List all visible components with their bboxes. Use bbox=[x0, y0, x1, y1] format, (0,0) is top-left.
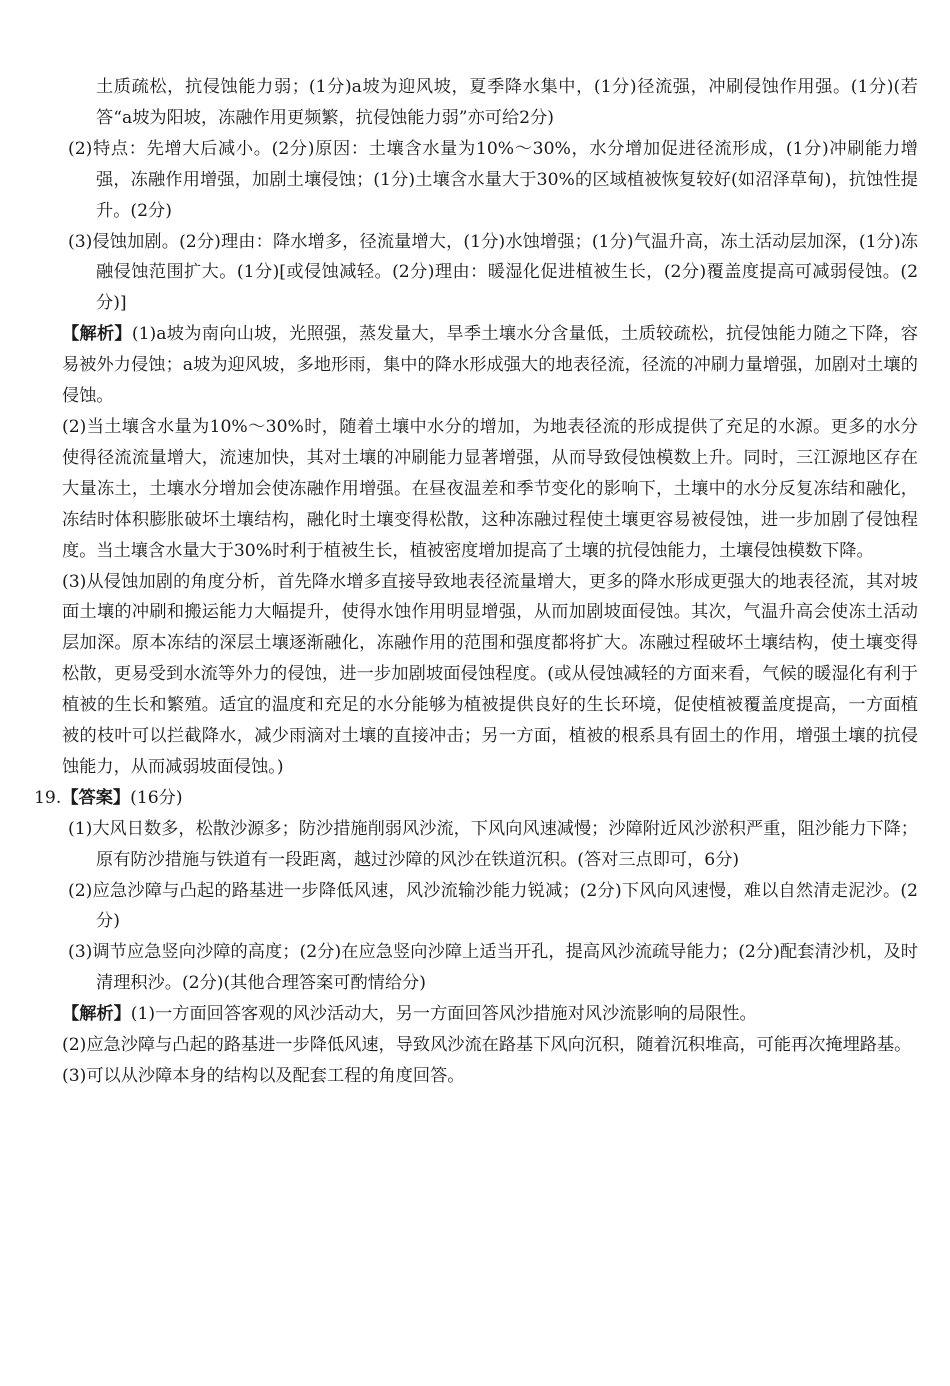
question-number: 19. bbox=[34, 787, 62, 808]
analysis-paragraph bbox=[62, 319, 918, 412]
paragraph-text: (2)特点：先增大后减小。(2分)原因：土壤含水量为10%～30%，水分增加促进径流形成，(1分)冲刷能力增强，冻融作用增强，加剧土壤侵蚀；(1分)土壤含水量大于30%的区域植被恢复较好(如沼泽草甸)，抗蚀性提升。(2分) bbox=[68, 138, 918, 221]
answer-item-3 bbox=[62, 227, 918, 320]
answer-label: 【答案】 bbox=[61, 787, 131, 808]
paragraph-text: 土质疏松，抗侵蚀能力弱；(1分)a坡为迎风坡，夏季降水集中，(1分)径流强，冲刷侵蚀作用强。(1分)(若答“a坡为阳坡，冻融作用更频繁，抗侵蚀能力弱”亦可给2分) bbox=[96, 77, 918, 128]
analysis-paragraph bbox=[62, 999, 918, 1030]
analysis-paragraph bbox=[62, 1030, 918, 1061]
paragraph-text: (2)当土壤含水量为10%～30%时，随着土壤中水分的增加，为地表径流的形成提供了充足的水源。更多的水分使得径流流量增大，流速加快，其对土壤的冲刷能力显著增强，从而导致侵蚀模数上升。同时，三江源地区存在大量冻土，土壤水分增加会使冻融作用增强。在昼夜温差和季节变化的影响下，土壤中的水分反复冻结和融化，冻结时体积膨胀破坏土壤结构，融化时土壤变得松散，这种冻融过程使土壤更容易被侵蚀，进一步加剧了侵蚀程度。当土壤含水量大于30%时利于植被生长，植被密度增加提高了土壤的抗侵蚀能力，土壤侵蚀模数下降。 bbox=[62, 416, 918, 561]
paragraph-text: (1)大风日数多，松散沙源多；防沙措施削弱风沙流，下风向风速减慢；沙障附近风沙淤积严重，阻沙能力下降；原有防沙措施与铁道有一段距离，越过沙障的风沙在铁道沉积。(答对三点即可，6分) bbox=[68, 818, 918, 870]
paragraph-text: (3)可以从沙障本身的结构以及配套工程的角度回答。 bbox=[62, 1066, 465, 1086]
paragraph-text: (3)调节应急竖向沙障的高度；(2分)在应急竖向沙障上适当开孔，提高风沙流疏导能力；(2分)配套清沙机，及时清理积沙。(2分)(其他合理答案可酌情给分) bbox=[68, 942, 918, 994]
answer-item-3 bbox=[62, 937, 918, 999]
answer-item-1 bbox=[62, 814, 918, 876]
answer-paragraph bbox=[62, 72, 918, 134]
paragraph-text: (3)从侵蚀加剧的角度分析，首先降水增多直接导致地表径流量增大，更多的降水形成更强大的地表径流，其对坡面土壤的冲刷和搬运能力大幅提升，使得水蚀作用明显增强，从而加剧坡面侵蚀。其次，气温升高会使冻土活动层加深。原本冻结的深层土壤逐渐融化，冻融作用的范围和强度都将扩大。冻融过程破坏土壤结构，使土壤变得松散，更易受到水流等外力的侵蚀，进一步加剧坡面侵蚀程度。(或从侵蚀减轻的方面来看，气候的暖湿化有利于植被的生长和繁殖。适宜的温度和充足的水分能够为植被提供良好的生长环境，促使植被覆盖度提高，一方面植被的枝叶可以拦截降水，减少雨滴对土壤的直接冲击；另一方面，植被的根系具有固土的作用，增强土壤的抗侵蚀能力，从而减弱坡面侵蚀。) bbox=[62, 571, 918, 777]
answer-key-page bbox=[34, 72, 918, 1092]
paragraph-text: (2)应急沙障与凸起的路基进一步降低风速，导致风沙流在路基下风向沉积，随着沉积堆高，可能再次掩埋路基。 bbox=[62, 1035, 912, 1056]
analysis-paragraph bbox=[62, 1061, 918, 1092]
paragraph-text: (3)侵蚀加剧。(2分)理由：降水增多，径流量增大，(1分)水蚀增强；(1分)气温升高，冻土活动层加深，(1分)冻融侵蚀范围扩大。(1分)[或侵蚀减轻。(2分)理由：暖湿化促进植被生长，(2分)覆盖度提高可减弱侵蚀。(2分)] bbox=[68, 231, 918, 314]
paragraph-text: (1)a坡为南向山坡，光照强，蒸发量大，旱季土壤水分含量低，土质较疏松，抗侵蚀能力随之下降，容易被外力侵蚀；a坡为迎风坡，多地形雨，集中的降水形成强大的地表径流，径流的冲刷力量增强，加剧对土壤的侵蚀。 bbox=[62, 324, 918, 407]
analysis-label: 【解析】 bbox=[62, 324, 132, 345]
paragraph-text: (2)应急沙障与凸起的路基进一步降低风速，风沙流输沙能力锐减；(2分)下风向风速慢，难以自然清走泥沙。(2分) bbox=[68, 880, 918, 932]
paragraph-text: (1)一方面回答客观的风沙活动大，另一方面回答风沙措施对风沙流影响的局限性。 bbox=[130, 1004, 757, 1025]
analysis-paragraph bbox=[62, 567, 918, 783]
score-text: (16分) bbox=[130, 787, 183, 808]
analysis-label: 【解析】 bbox=[62, 1004, 131, 1025]
question-header bbox=[34, 783, 918, 814]
analysis-paragraph bbox=[62, 412, 918, 567]
answer-item-2 bbox=[62, 876, 918, 938]
answer-item-2 bbox=[62, 134, 918, 227]
